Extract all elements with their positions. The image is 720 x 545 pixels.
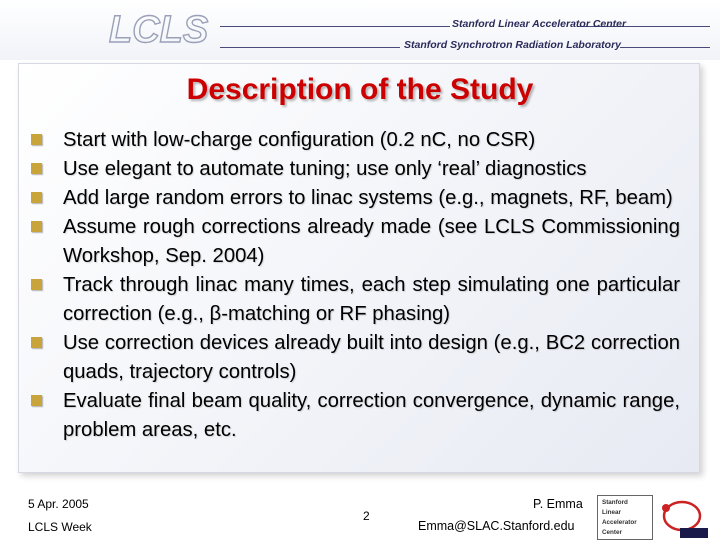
bullet-square-icon — [31, 163, 42, 174]
slac-logo-line: Linear — [602, 509, 621, 516]
bullet-item — [30, 271, 680, 329]
bullet-text: Track through linac many times, each step simulating one particular correction (e.g., β-matching or RF phasing) — [63, 274, 680, 325]
footer-author: P. Emma — [533, 497, 583, 511]
header-rule — [620, 47, 710, 48]
bullet-square-icon — [31, 395, 42, 406]
header-rule — [220, 26, 450, 27]
ssrl-name: Stanford Synchrotron Radiation Laboratory — [404, 39, 622, 51]
lcls-logo — [103, 6, 213, 50]
bullet-square-icon — [31, 279, 42, 290]
bullet-text: Start with low-charge configuration (0.2 nC, no CSR) — [63, 129, 536, 151]
bullet-text: Assume rough corrections already made (see LCLS Commissioning Workshop, Sep. 2004) — [63, 216, 680, 267]
bullet-item — [30, 213, 680, 271]
bullet-text: Evaluate final beam quality, correction convergence, dynamic range, problem areas, etc. — [63, 390, 680, 441]
bullet-text: Use correction devices already built into design (e.g., BC2 correction quads, trajectory controls) — [63, 332, 680, 383]
bullet-text: Add large random errors to linac systems (e.g., magnets, RF, beam) — [63, 187, 673, 209]
bullet-square-icon — [31, 221, 42, 232]
slac-logo-line: Center — [602, 529, 622, 536]
footer-date: 5 Apr. 2005 — [28, 497, 89, 511]
header-rule — [220, 47, 400, 48]
bullet-item — [30, 387, 680, 445]
slac-logo-line: Accelerator — [602, 519, 637, 526]
slac-name: Stanford Linear Accelerator Center — [452, 18, 627, 30]
bullet-item — [30, 126, 680, 155]
bullet-item — [30, 329, 680, 387]
slac-logo-line: Stanford — [602, 499, 628, 506]
footer-email: Emma@SLAC.Stanford.edu — [418, 519, 575, 533]
bullet-item — [30, 184, 680, 213]
slide-title: Description of the Study — [186, 73, 534, 106]
bullet-item — [30, 155, 680, 184]
bullet-square-icon — [31, 337, 42, 348]
footer-event: LCLS Week — [28, 520, 92, 534]
bullet-square-icon — [31, 192, 42, 203]
bullet-square-icon — [31, 134, 42, 145]
slac-logo — [597, 495, 653, 540]
lcls-logo-text: LCLS — [109, 9, 209, 50]
page-number: 2 — [363, 509, 370, 523]
ssrl-ring-logo — [654, 496, 710, 540]
bullet-text: Use elegant to automate tuning; use only ‘real’ diagnostics — [63, 158, 587, 180]
bullet-list — [30, 126, 680, 445]
